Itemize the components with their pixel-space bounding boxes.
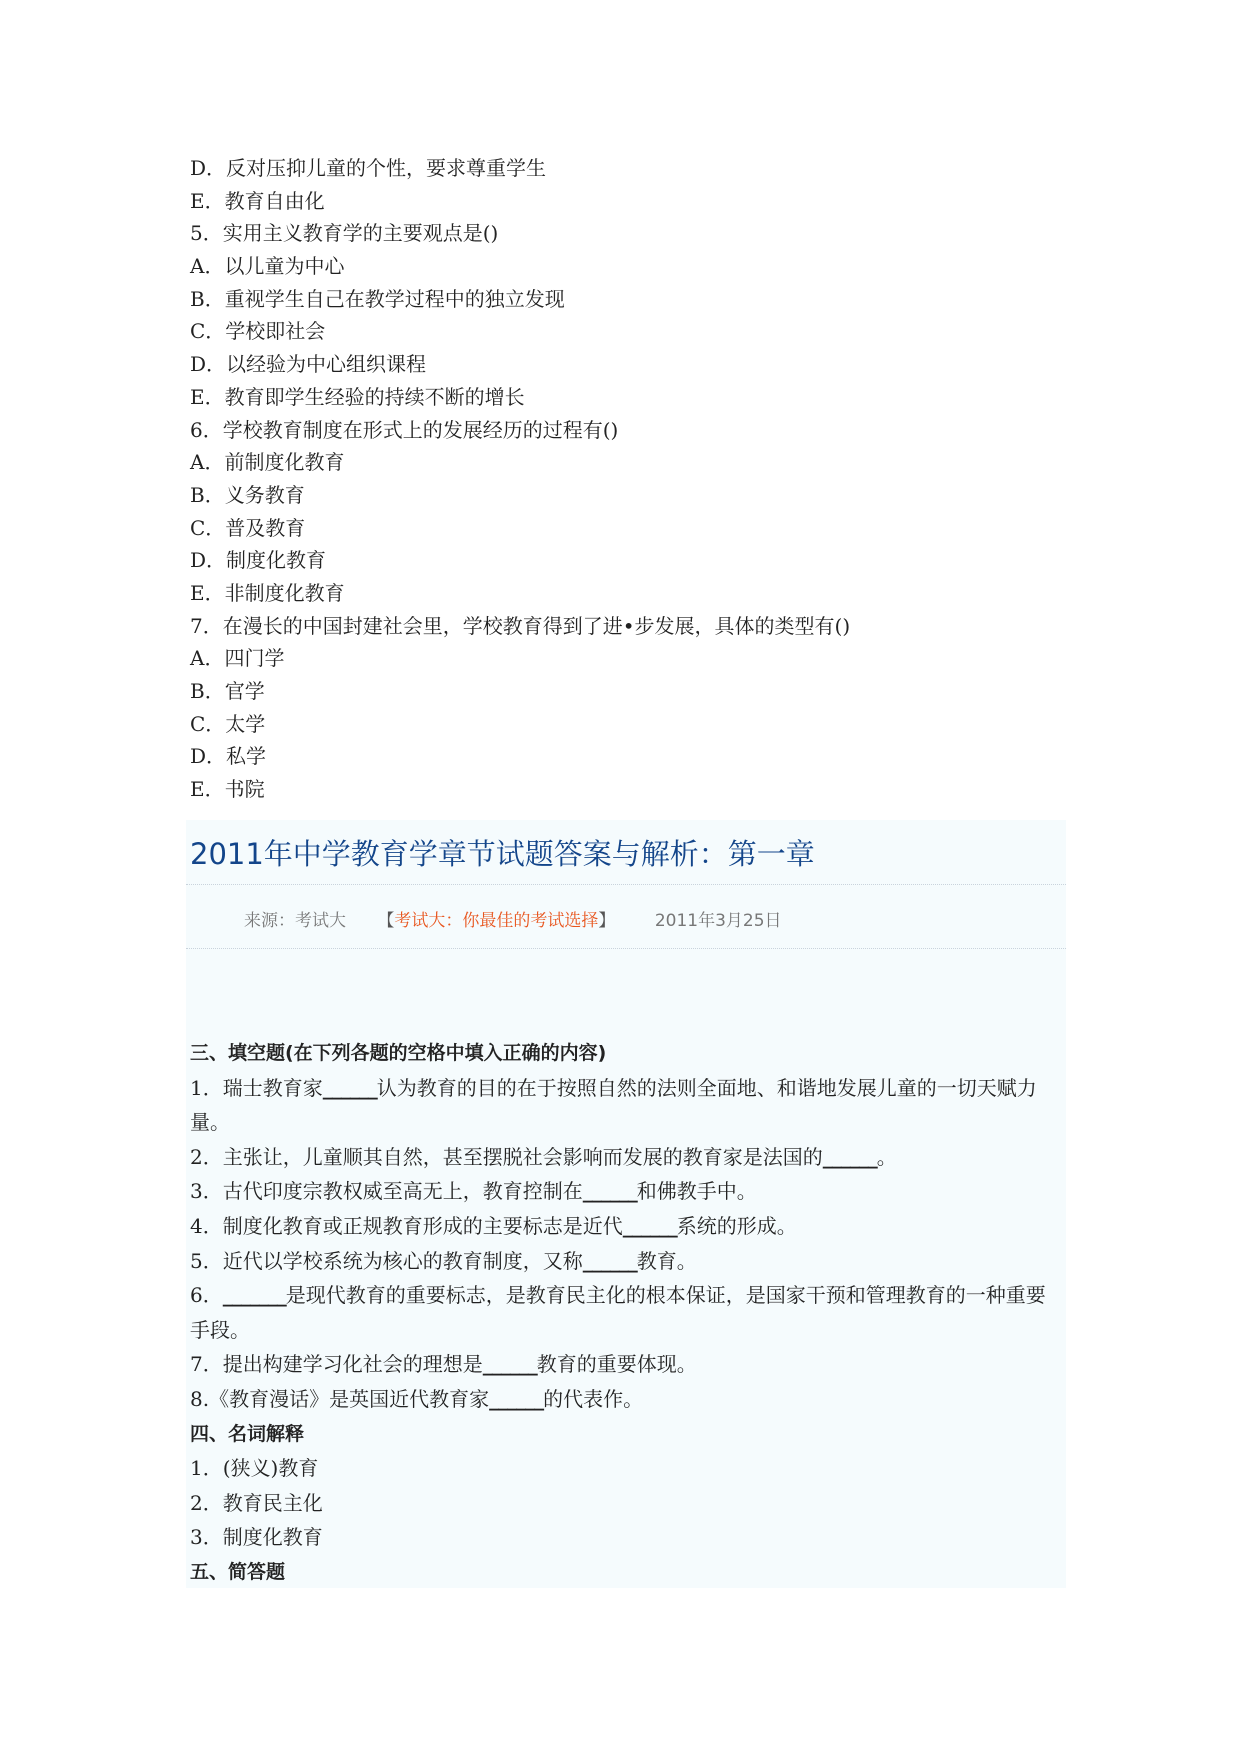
- choice-line: A．前制度化教育: [190, 450, 345, 475]
- fill-question-2: 2．主张让，儿童顺其自然，甚至摆脱社会影响而发展的教育家是法国的______。: [190, 1144, 897, 1169]
- fill-question-3: 3．古代印度宗教权威至高无上，教育控制在______和佛教手中。: [190, 1179, 757, 1204]
- choice-line: B．重视学生自己在教学过程中的独立发现: [190, 286, 565, 311]
- answer-blank: ______: [489, 1386, 544, 1411]
- choice-line: D．制度化教育: [190, 548, 327, 573]
- terms-heading: 四、名词解释: [190, 1422, 305, 1445]
- fill-question-4: 4．制度化教育或正规教育形成的主要标志是近代______系统的形成。: [190, 1213, 797, 1238]
- answer-blank: ______: [582, 1179, 637, 1204]
- choice-line: E．书院: [190, 777, 265, 802]
- choice-line: A．以儿童为中心: [190, 254, 345, 279]
- promo-link[interactable]: [377, 911, 615, 931]
- choice-line: E．非制度化教育: [190, 580, 345, 605]
- fill-heading: 三、填空题(在下列各题的空格中填入正确的内容): [190, 1042, 607, 1064]
- choice-line: B．官学: [190, 679, 265, 703]
- bracket-open: 【: [377, 911, 395, 931]
- answer-blank: ______: [322, 1075, 377, 1100]
- question-line: 7．在漫长的中国封建社会里，学校教育得到了进•步发展，具体的类型有(): [190, 613, 851, 638]
- term-item: 1．(狭义)教育: [190, 1456, 319, 1481]
- article-panel: [186, 820, 1066, 1588]
- choice-line: A．四门学: [190, 646, 285, 671]
- choice-list: [190, 152, 1070, 806]
- answer-blank: ______: [622, 1213, 677, 1238]
- term-item: 3．制度化教育: [190, 1525, 323, 1550]
- choice-line: E．教育即学生经验的持续不断的增长: [190, 384, 525, 409]
- choice-line: C．学校即社会: [190, 319, 326, 344]
- title-divider: [186, 884, 1066, 885]
- answer-blank: ______: [822, 1144, 877, 1169]
- meta-divider: [186, 948, 1066, 949]
- answer-blank: ______: [582, 1248, 637, 1273]
- choice-line: D．反对压抑儿童的个性，要求尊重学生: [190, 156, 547, 180]
- choice-line: D．以经验为中心组织课程: [190, 352, 427, 377]
- article-body: [190, 1036, 1062, 1590]
- answer-blank: ______: [482, 1352, 537, 1377]
- article-meta: [244, 906, 782, 931]
- term-item: 2．教育民主化: [190, 1490, 323, 1515]
- short-answer-heading: 五、简答题: [190, 1560, 286, 1583]
- article-date: 2011年3月25日: [654, 911, 782, 931]
- choice-line: E．教育自由化: [190, 188, 325, 213]
- fill-question-8: 8.《教育漫话》是英国近代教育家______的代表作。: [190, 1386, 644, 1411]
- promo-text: 考试大：你最佳的考试选择: [394, 911, 599, 931]
- choice-line: D．私学: [190, 744, 267, 769]
- question-line: 6．学校教育制度在形式上的发展经历的过程有(): [190, 417, 619, 442]
- choice-line: C．太学: [190, 711, 266, 736]
- question-line: 5．实用主义教育学的主要观点是(): [190, 221, 499, 246]
- article-source: 来源：考试大: [244, 911, 346, 931]
- choice-line: C．普及教育: [190, 515, 306, 540]
- choice-line: B．义务教育: [190, 482, 305, 507]
- fill-question-1: 1．瑞士教育家______认为教育的目的在于按照自然的法则全面地、和谐地发展儿童的一切天赋力量。: [190, 1075, 1037, 1135]
- fill-question-7: 7．提出构建学习化社会的理想是______教育的重要体现。: [190, 1352, 697, 1377]
- fill-question-5: 5．近代以学校系统为核心的教育制度，又称______教育。: [190, 1248, 697, 1273]
- bracket-close: 】: [598, 911, 616, 931]
- fill-question-6: 6．_______是现代教育的重要标志，是教育民主化的根本保证，是国家干预和管理教育的一种重要手段。: [190, 1283, 1046, 1342]
- article-title[interactable]: 2011年中学教育学章节试题答案与解析：第一章: [190, 837, 815, 871]
- answer-blank: _______: [222, 1283, 286, 1308]
